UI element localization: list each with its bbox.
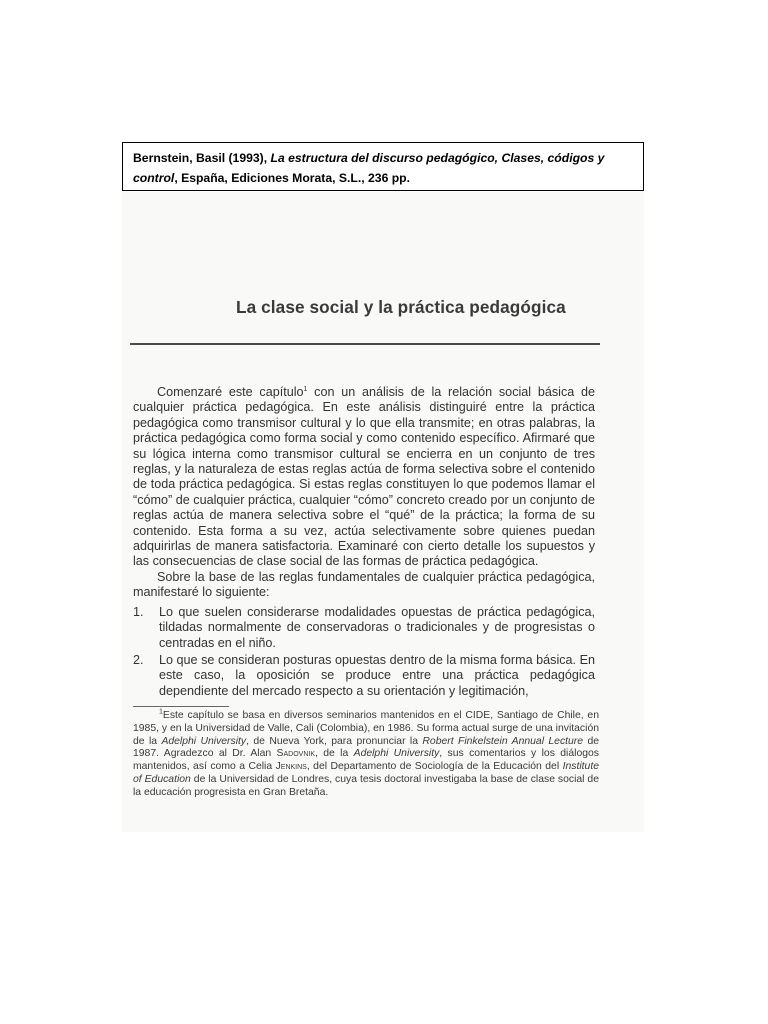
list-item: 1. Lo que suelen considerarse modalidades opuestas de práctica pedagógica, tildadas normalmente de conservadoras o tradicionales y de progresistas o centradas en el niño. bbox=[133, 604, 595, 650]
citation-author-year: Bernstein, Basil (1993), bbox=[133, 151, 271, 165]
list-item: 2. Lo que se consideran posturas opuestas dentro de la misma forma básica. En este caso, la oposición se produce entre una práctica pedagógica dependiente del mercado respecto a su orientación y legitimación, bbox=[133, 652, 595, 698]
numbered-list bbox=[133, 605, 595, 699]
citation-publisher: , España, Ediciones Morata, S.L., 236 pp. bbox=[174, 171, 411, 185]
title-divider bbox=[130, 343, 600, 345]
citation-book-title: La estructura del discurso pedagógico, Clases, códigos y control bbox=[133, 151, 605, 185]
footnote: $^1$Este capítulo se basa en diversos seminarios mantenidos en el CIDE, Santiago de Chile, en 1985, y en la Universidad de Valle, Cali (Colombia), en 1986. Su forma actual surge de una invitación de la Adelphi University, de Nueva York, para pronunciar la Robert Finkelstein Annual Lecture de 1987. Agradezco al Dr. Alan Sadovnik, de la Adelphi University, sus comentarios y los diálogos mantenidos, así como a Celia Jenkins, del Departamento de Sociología de la Educación del Institute of Education de la Universidad de Londres, cuya tesis doctoral investigaba la base de clase social de la educación progresista en Gran Bretaña. bbox=[133, 708, 600, 798]
footnote-divider bbox=[133, 706, 229, 707]
paragraph-1: Comenzaré este capítulo$^1$ con un análisis de la relación social básica de cualquier práctica pedagógica. En este análisis distinguiré entre la práctica pedagógica como transmisor cultural y lo que ella transmite; en otras palabras, la práctica pedagógica como forma social y como contenido específico. Afirmaré que su lógica interna como transmisor cultural se encierra en un conjunto de tres reglas, y la naturaleza de estas reglas actúa de forma selectiva sobre el contenido de toda práctica pedagógica. Si estas reglas constituyen lo que podemos llamar el “cómo” de cualquier práctica, cualquier “cómo” concreto creado por un conjunto de reglas actúa de manera selectiva sobre el “qué” de la práctica; la forma de su contenido. Esta forma a su vez, actúa selectivamente sobre quienes puedan adquirirlas de manera satisfactoria. Examinaré con cierto detalle los supuestos y las consecuencias de clase social de las formas de práctica pedagógica. bbox=[133, 385, 595, 569]
chapter-title: La clase social y la práctica pedagógica bbox=[236, 297, 566, 317]
citation-box bbox=[122, 142, 644, 191]
footnote-marker: 1 bbox=[303, 385, 308, 393]
body-text bbox=[133, 385, 595, 701]
paragraph-2: Sobre la base de las reglas fundamentales de cualquier práctica pedagógica, manifestaré lo siguiente: bbox=[133, 569, 595, 600]
